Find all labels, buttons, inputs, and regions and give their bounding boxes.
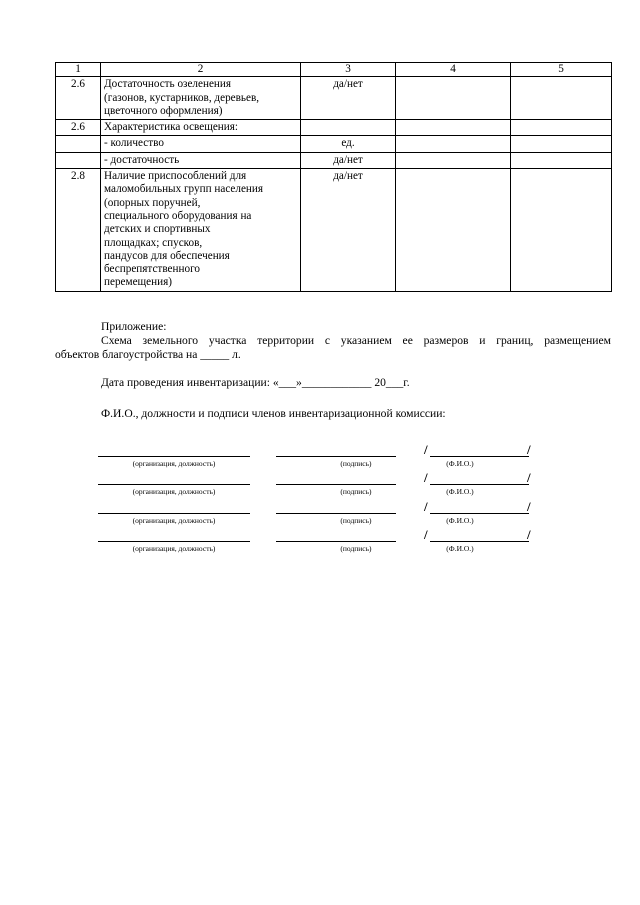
org-position-caption: (организация, должность) — [132, 487, 216, 496]
row-number: 2.8 — [56, 169, 101, 292]
fio-line[interactable] — [430, 513, 529, 514]
fio-line[interactable] — [430, 484, 529, 485]
org-position-caption: (организация, должность) — [132, 459, 216, 468]
row-note-cell[interactable] — [511, 120, 612, 136]
fio-slash-left: / — [424, 499, 428, 514]
header-cell: 1 — [56, 63, 101, 77]
signature-line[interactable] — [276, 541, 396, 542]
fio-caption: (Ф.И.О.) — [446, 544, 474, 553]
row-name-line: беспрепятственного — [104, 263, 200, 276]
inventory-table — [55, 62, 612, 292]
row-name — [101, 136, 301, 152]
signature-caption: (подпись) — [340, 544, 372, 553]
fio-slash-right: / — [527, 442, 531, 457]
signature-caption: (подпись) — [340, 516, 372, 525]
row-note-cell[interactable] — [511, 169, 612, 292]
header-cell: 5 — [511, 63, 612, 77]
row-number: 2.6 — [56, 77, 101, 120]
row-unit: да/нет — [301, 169, 396, 292]
fio-line[interactable] — [430, 541, 529, 542]
fio-line[interactable] — [430, 456, 529, 457]
fio-slash-left: / — [424, 527, 428, 542]
row-name-line: Характеристика освещения: — [104, 121, 239, 134]
row-name-line: маломобильных групп населения — [104, 183, 264, 196]
header-cell: 2 — [101, 63, 301, 77]
signature-line[interactable] — [276, 513, 396, 514]
row-name-line: - количество — [104, 137, 164, 150]
row-name-line: пандусов для обеспечения — [104, 249, 230, 262]
signature-line[interactable] — [276, 456, 396, 457]
row-value-cell[interactable] — [396, 136, 511, 152]
row-name-line: площадках; спусков, — [104, 236, 203, 249]
fio-slash-left: / — [424, 470, 428, 485]
org-position-line[interactable] — [98, 484, 250, 485]
fio-caption: (Ф.И.О.) — [446, 516, 474, 525]
org-position-caption: (организация, должность) — [132, 544, 216, 553]
row-value-cell[interactable] — [396, 152, 511, 168]
table-row — [56, 136, 612, 152]
row-value-cell[interactable] — [396, 120, 511, 136]
row-name-line: Наличие приспособлений для — [104, 170, 247, 183]
table-row — [56, 169, 612, 292]
commission-line: Ф.И.О., должности и подписи членов инвентаризационной комиссии: — [101, 407, 446, 420]
header-cell: 4 — [396, 63, 511, 77]
row-unit: ед. — [301, 136, 396, 152]
row-name-line: (газонов, кустарников, деревьев, — [104, 91, 260, 104]
attachment-line-1: Схема земельного участка территории с указанием ее размеров и границ, размещением — [101, 334, 611, 347]
fio-slash-left: / — [424, 442, 428, 457]
row-number: 2.6 — [56, 120, 101, 136]
row-unit — [301, 120, 396, 136]
fio-slash-right: / — [527, 499, 531, 514]
row-name-line: перемещения) — [104, 276, 172, 289]
row-unit: да/нет — [301, 77, 396, 120]
fio-slash-right: / — [527, 470, 531, 485]
row-note-cell[interactable] — [511, 77, 612, 120]
row-name-line: цветочного оформления) — [104, 104, 223, 117]
row-unit: да/нет — [301, 152, 396, 168]
fio-caption: (Ф.И.О.) — [446, 487, 474, 496]
signature-line[interactable] — [276, 484, 396, 485]
header-cell: 3 — [301, 63, 396, 77]
fio-caption: (Ф.И.О.) — [446, 459, 474, 468]
row-name — [101, 152, 301, 168]
signature-caption: (подпись) — [340, 487, 372, 496]
row-name — [101, 77, 301, 120]
row-note-cell[interactable] — [511, 152, 612, 168]
row-number — [56, 136, 101, 152]
table-row — [56, 152, 612, 168]
signature-caption: (подпись) — [340, 459, 372, 468]
row-note-cell[interactable] — [511, 136, 612, 152]
fio-slash-right: / — [527, 527, 531, 542]
org-position-line[interactable] — [98, 513, 250, 514]
attachment-title: Приложение: — [101, 320, 167, 333]
row-name-line: (опорных поручней, — [104, 196, 201, 209]
inventory-date-line: Дата проведения инвентаризации: «___»____________ 20___г. — [101, 376, 410, 389]
row-value-cell[interactable] — [396, 169, 511, 292]
table-row — [56, 77, 612, 120]
org-position-caption: (организация, должность) — [132, 516, 216, 525]
table-row — [56, 120, 612, 136]
row-name — [101, 169, 301, 292]
row-name-line: Достаточность озеленения — [104, 78, 232, 91]
row-name-line: - достаточность — [104, 153, 180, 166]
row-name-line: специального оборудования на — [104, 209, 252, 222]
row-number — [56, 152, 101, 168]
org-position-line[interactable] — [98, 541, 250, 542]
attachment-line-2: объектов благоустройства на _____ л. — [55, 348, 241, 361]
row-name-line: детских и спортивных — [104, 223, 211, 236]
row-value-cell[interactable] — [396, 77, 511, 120]
org-position-line[interactable] — [98, 456, 250, 457]
table-header-row — [56, 63, 612, 77]
row-name — [101, 120, 301, 136]
